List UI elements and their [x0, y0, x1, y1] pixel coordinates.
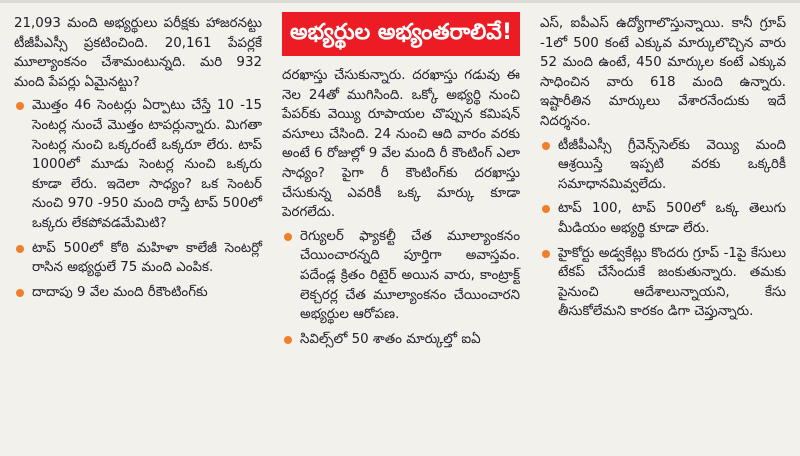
list-item	[540, 136, 786, 195]
orange-bullet-icon	[16, 245, 24, 253]
list-item	[540, 244, 786, 322]
column-3	[530, 6, 790, 452]
list-item-text: సివిల్స్‌లో 50 శాతం మార్కుల్తో ఐఏ	[300, 331, 481, 347]
column-2	[272, 6, 530, 452]
list-item-text: రెగ్యులర్ ఫ్యాకల్టీ చేత మూల్యాంకనం చేయించారన్నది పూర్తిగా అవాస్తవం. పదేండ్ల క్రితం రిటైర్ అయిన వారు, కాంట్రాక్ట్ లెక్చరర్ల చేత మూల్యాంకనం చేయించారని అభ్యర్థుల ఆరోపణ.	[300, 228, 520, 323]
list-item-text: మొత్తం 46 సెంటర్లు ఏర్పాటు చేస్తే 10 -15 సెంటర్ల నుంచే మొత్తం టాపర్లున్నారు. మిగతా సెంటర్ల నుంచి ఒక్కరంటే ఒక్కరూ లేరు. టాప్ 1000లో మూడు సెంటర్ల నుంచి ఒక్కరు కూడా లేరు. ఇదెలా సాధ్యం? ఒక సెంటర్ నుంచి 970 -950 మంది రాస్తే టాప్ 500లో ఒక్కరు లేకపోవడమేమిటి?	[32, 98, 262, 231]
column-3-intro: ఎస్, ఐపీఎస్ ఉద్యోగాలొస్తున్నాయి. కానీ గ్రూప్ -1లో 500 కంటే ఎక్కువ మార్కులొచ్చిన వారు 52 మంది ఉంటే, 450 మార్కుల కంటే ఎక్కువ సాధించిన వారు 618 మంది ఉన్నారు. ఇష్టారీతిన మార్కులు వేశారనేందుకు ఇదే నిదర్శనం.	[540, 16, 786, 129]
headline: అభ్యర్థుల అభ్యంతరాలివే!	[282, 12, 520, 56]
list-item	[282, 227, 520, 325]
orange-bullet-icon	[542, 250, 550, 258]
orange-bullet-icon	[542, 142, 550, 150]
list-item	[14, 283, 262, 303]
column-3-bullets	[540, 136, 786, 322]
list-item	[14, 239, 262, 278]
column-1-intro: 21,093 మంది అభ్యర్థులు పరీక్షకు హాజరనట్టు టీజీపీఎస్సీ ప్రకటించింది. 20,161 పేపర్లకే మూల్యాంకనం చేశామంటున్నది. మరి 932 మంది పేపర్లు ఏమైనట్టు?	[14, 16, 262, 90]
list-item-text: టాప్ 500లో కోఠి మహిళా కాలేజీ సెంటర్లో రాసిన అభ్యర్థులే 75 మంది ఎంపిక.	[32, 240, 262, 276]
list-item-text: టీజీపీఎస్సీ గ్రీవెన్స్‌సెల్‌కు వెయ్యి మంది ఆశ్రయిస్తే ఇప్పటి వరకు ఒక్కరికీ సమాధానమివ్వలేదు.	[558, 137, 786, 192]
list-item	[14, 96, 262, 233]
article-columns	[10, 6, 790, 452]
column-1	[10, 6, 272, 452]
orange-bullet-icon	[16, 289, 24, 297]
list-item-text: టాప్ 100, టాప్ 500లో ఒక్క తెలుగు మీడియం అభ్యర్థి కూడా లేరు.	[558, 201, 786, 236]
list-item	[282, 330, 520, 350]
list-item	[540, 199, 786, 238]
column-1-bullets	[14, 96, 262, 302]
orange-bullet-icon	[284, 233, 292, 241]
column-2-bullets	[282, 227, 520, 350]
list-item-text: దాదాపు 9 వేల మంది రీకౌంటింగ్‌కు	[32, 284, 208, 300]
column-2-intro: దరఖాస్తు చేసుకున్నారు. దరఖాస్తు గడువు ఈ నెల 24తో ముగిసింది. ఒక్కో అభ్యర్థి నుంచి పేపర్‌కు వెయ్యి రూపాయల చొప్పున కమిషన్ వసూలు చేసింది. 24 నుంచి ఆది వారం వరకు అంటే 6 రోజుల్లో 9 వేల మంది రీ కౌంటింగ్ ఎలా సాధ్యం? పైగా రీ కౌంటింగ్‌కు దరఖాస్తు చేసుకున్న ఎవరికీ ఒక్క మార్కు కూడా పెరగలేదు.	[282, 68, 520, 221]
list-item-text: హైకోర్టు అడ్వకేట్లు కొందరు గ్రూప్ -1పై కేసులు టేకప్ చేసేందుకే జంకుతున్నారు. తమకు పైనుంచి ఆదేశాలున్నాయని, కేసు తీసుకోలేమని కారకం డిగా చెప్తున్నారు.	[558, 245, 786, 320]
top-cut-edge	[0, 0, 800, 3]
orange-bullet-icon	[284, 336, 292, 344]
orange-bullet-icon	[542, 205, 550, 213]
orange-bullet-icon	[16, 102, 24, 110]
